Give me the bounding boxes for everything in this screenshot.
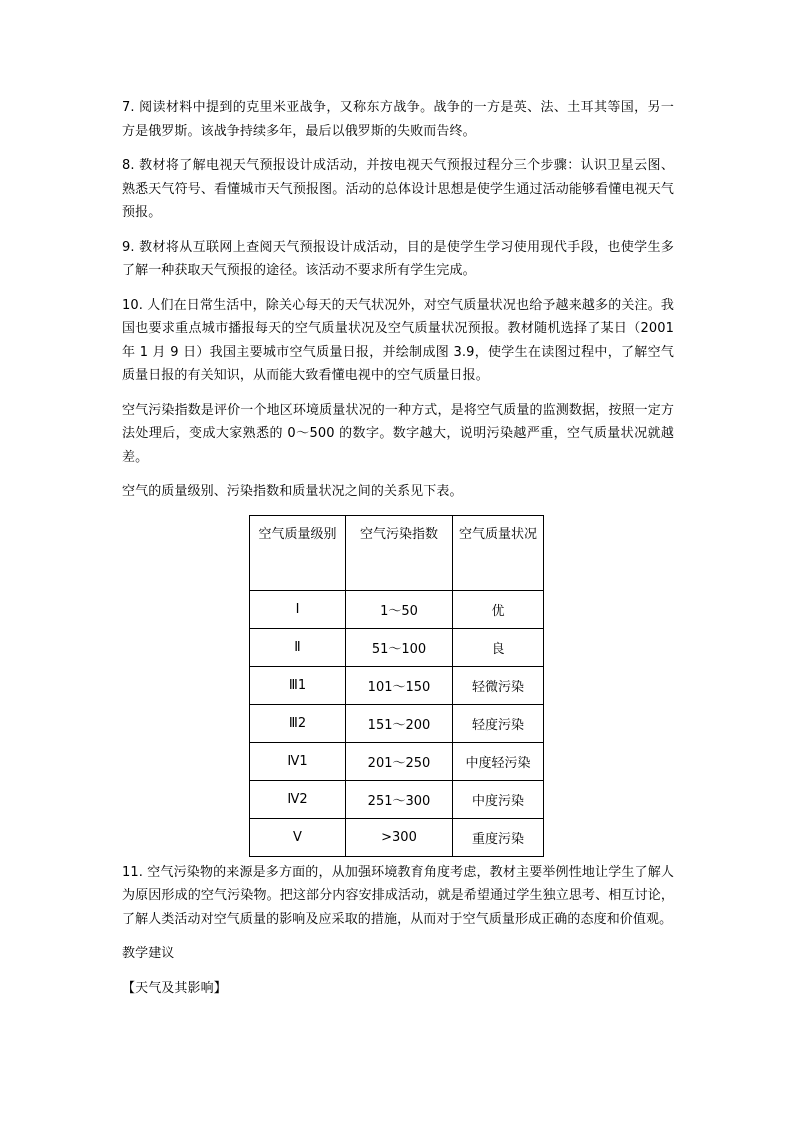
header-quality-level: 空气质量级别 (250, 515, 346, 590)
cell-index: 201～250 (346, 742, 453, 780)
cell-index: 1～50 (346, 590, 453, 628)
cell-status: 轻微污染 (453, 666, 544, 704)
paragraph-10: 10. 人们在日常生活中，除关心每天的天气状况外，对空气质量状况也给予越来越多的关注。我国也要求重点城市播报每天的空气质量状况及空气质量状况预报。教材随机选择了某日（2001 年 1 月 9 日）我国主要城市空气质量日报，并绘制成图 3.9，使学生在读图过程中，了解空气质量日报的有关知识，从而能大致看懂电视中的空气质量日报。 (122, 297, 674, 383)
cell-index: 51～100 (346, 628, 453, 666)
table-row (250, 628, 544, 666)
cell-level: Ⅲ1 (250, 666, 346, 704)
table-row (250, 590, 544, 628)
table-row (250, 704, 544, 742)
air-quality-table-wrapper (249, 515, 674, 857)
table-row (250, 818, 544, 856)
header-quality-status-text: 空气质量状况 (458, 526, 537, 542)
paragraph-9: 9. 教材将从互联网上查阅天气预报设计成活动，目的是使学生学习使用现代手段，也使学生多了解一种获取天气预报的途径。该活动不要求所有学生完成。 (122, 239, 674, 278)
cell-index: >300 (346, 818, 453, 856)
cell-level: Ⅳ2 (250, 780, 346, 818)
cell-level: Ⅱ (250, 628, 346, 666)
cell-level: Ⅰ (250, 590, 346, 628)
header-pollution-index: 空气污染指数 (346, 515, 453, 590)
table-row (250, 742, 544, 780)
cell-status: 中度污染 (453, 780, 544, 818)
air-quality-table (249, 515, 544, 857)
cell-status: 中度轻污染 (453, 742, 544, 780)
document-page (122, 96, 674, 1011)
section-heading-weather: 【天气及其影响】 (122, 980, 227, 996)
cell-status: 轻度污染 (453, 704, 544, 742)
cell-status: 重度污染 (453, 818, 544, 856)
paragraph-7: 7. 阅读材料中提到的克里米亚战争，又称东方战争。战争的一方是英、法、土耳其等国，另一方是俄罗斯。该战争持续多年，最后以俄罗斯的失败而告终。 (122, 100, 674, 139)
paragraph-table-intro: 空气的质量级别、污染指数和质量状况之间的关系见下表。 (122, 484, 463, 499)
paragraph-11: 11. 空气污染物的来源是多方面的，从加强环境教育角度考虑，教材主要举例性地让学生了解人为原因形成的空气污染物。把这部分内容安排成活动，就是希望通过学生独立思考、相互讨论，了解人类活动对空气质量的影响及应采取的措施，从而对于空气质量形成正确的态度和价值观。 (122, 864, 674, 927)
cell-level: Ⅴ (250, 818, 346, 856)
table-header-row (250, 515, 544, 590)
cell-level: Ⅳ1 (250, 742, 346, 780)
table-row (250, 666, 544, 704)
header-quality-status (453, 515, 544, 590)
cell-index: 251～300 (346, 780, 453, 818)
cell-index: 101～150 (346, 666, 453, 704)
cell-status: 良 (453, 628, 544, 666)
table-row (250, 780, 544, 818)
cell-level: Ⅲ2 (250, 704, 346, 742)
teaching-suggestions-heading: 教学建议 (122, 946, 175, 961)
cell-status: 优 (453, 590, 544, 628)
cell-index: 151～200 (346, 704, 453, 742)
paragraph-8: 8. 教材将了解电视天气预报设计成活动，并按电视天气预报过程分三个步骤：认识卫星云图、熟悉天气符号、看懂城市天气预报图。活动的总体设计思想是使学生通过活动能够看懂电视天气预报。 (122, 158, 674, 220)
paragraph-pollution-index: 空气污染指数是评价一个地区环境质量状况的一种方式，是将空气质量的监测数据，按照一定方法处理后，变成大家熟悉的 0～500 的数字。数字越大，说明污染越严重，空气质量状况就越差。 (122, 402, 674, 465)
